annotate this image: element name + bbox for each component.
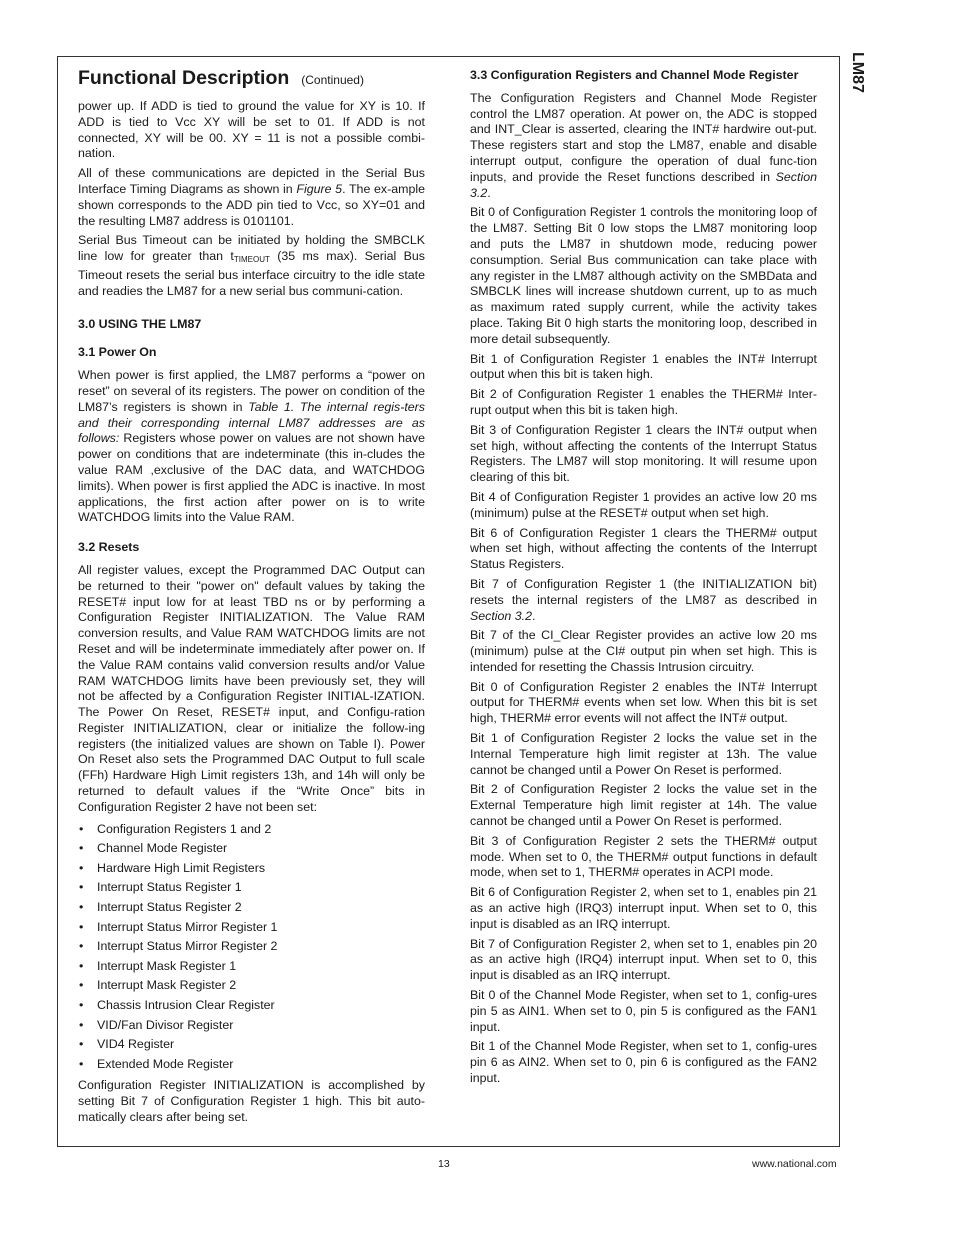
- list-item: • Channel Mode Register: [78, 839, 425, 859]
- right-column: [470, 68, 817, 1091]
- paragraph: All register values, except the Programmed DAC Output can be returned to their "power on" default values by taking the RESET# input low for at least TBD ns or by performing a Configuration Register INITIALIZATION. The Value RAM conversion results, and Value RAM WATCHDOG limits are not Reset and will be indeterminate immediately after power on. If the Value RAM contains valid conversion results and/or Value RAM WATCHDOG limits have been previously set, they will not be affected by a Configuration Register INITIAL-IZATION. The Power On Reset, RESET# input, and Configu-ration Register INITIALIZATION, clear or initialize the follow-ing registers (the initialized values are shown on Table I). Power On Reset also sets the Programmed DAC Output to full scale (FFh) Hardware High Limit registers 13h, and 14h will only be returned to default values if the “Write Once” bits in Configuration Register 2 have not been set:: [78, 562, 425, 814]
- text-span: Bit 7 of Configuration Register 1 (the INITIALIZATION bit) resets the internal registers of the LM87 as described in: [470, 576, 817, 607]
- paragraph: Bit 6 of Configuration Register 2, when set to 1, enables pin 21 as an active high (IRQ3) interrupt input. When set to 0, this input is disabled as an IRQ interrupt.: [470, 885, 817, 931]
- paragraph: Bit 3 of Configuration Register 1 clears the INT# output when set high, without affecting the contents of the Interrupt Status Registers. The LM87 will stop monitoring. It will resume upon clearing of this bit.: [470, 422, 817, 485]
- paragraph: Bit 6 of Configuration Register 1 clears the THERM# output when set high, without affecting the contents of the Interrupt Status Registers.: [470, 525, 817, 572]
- section-heading: 3.2 Resets: [78, 540, 140, 555]
- paragraph: Bit 7 of the CI_Clear Register provides an active low 20 ms (minimum) pulse at the CI# output pin when set high. This is intended for resetting the Chassis Intrusion circuitry.: [470, 628, 817, 674]
- paragraph: Bit 0 of Configuration Register 2 enables the INT# Interrupt output for THERM# events when set low. When this bit is set high, THERM# error events will not affect the INT# output.: [470, 679, 817, 726]
- text-span: . The ex-ample shown corresponds to the ADD pin tied to Vcc, so XY=01 and the resulting LM87 address is 0101101.: [78, 181, 425, 228]
- paragraph: Bit 0 of the Channel Mode Register, when set to 1, config-ures pin 5 as AIN1. When set to 0, pin 5 is configured as the FAN1 input.: [470, 988, 817, 1034]
- text-span: Serial Bus Timeout can be initiated by holding the SMBCLK line low for greater than t: [78, 233, 425, 264]
- list-item: • VID/Fan Divisor Register: [78, 1016, 425, 1036]
- list-item: • Extended Mode Register: [78, 1055, 425, 1075]
- paragraph: Bit 4 of Configuration Register 1 provides an active low 20 ms (minimum) pulse at the RESET# output when set high.: [470, 489, 817, 520]
- paragraph: Bit 1 of the Channel Mode Register, when set to 1, config-ures pin 6 as AIN2. When set to 0, pin 6 is configured as the FAN2 input.: [470, 1039, 817, 1086]
- left-column: [78, 66, 425, 1130]
- continued-label: (Continued): [301, 73, 364, 87]
- list-item: • VID4 Register: [78, 1035, 425, 1055]
- paragraph: Bit 0 of Configuration Register 1 controls the monitoring loop of the LM87. Setting Bit 0 low stops the LM87 monitoring loop and puts the LM87 in shutdown mode, reducing power consumption. Serial Bus communication can take place with any register in the LM87 although activity on the SMBData and SMBCLK lines will increase shutdown current, up to as much as maximum rated supply current, while the activity takes place. Taking Bit 0 high starts the monitoring loop, described in more detail subsequently.: [470, 205, 817, 346]
- text-span: .: [487, 185, 491, 200]
- paragraph: Bit 1 of Configuration Register 1 enables the INT# Interrupt output when this bit is taken high.: [470, 351, 817, 382]
- text-span: When power is first applied, the LM87 performs a “power on reset” on several of its registers. The power on condition of the LM87’s registers is shown in: [78, 368, 425, 414]
- text-span: Registers whose power on values are not shown have power on conditions that are indeterminate (this in-cludes the value RAM ,exclusive of the DAC data, and WATCHDOG limits). When power is first applied the ADC is inactive. In most applications, the first action after power on is to write WATCHDOG limits into the Value RAM.: [78, 431, 425, 525]
- paragraph: power up. If ADD is tied to ground the value for XY is 10. If ADD is tied to Vcc XY will be set to 01. If ADD is not connected, XY will be 00. XY = 11 is not a possible combi-nation.: [78, 99, 425, 161]
- section-heading: 3.0 USING THE LM87: [78, 316, 202, 331]
- page-title: [78, 66, 425, 92]
- register-list: [78, 820, 425, 1075]
- list-item: • Interrupt Status Mirror Register 1: [78, 918, 425, 938]
- section-ref: Section 3.2: [470, 608, 532, 623]
- website-link[interactable]: www.national.com: [752, 1158, 837, 1170]
- section-heading: 3.3 Configuration Registers and Channel Mode Register: [470, 68, 799, 82]
- text-span: The Configuration Registers and Channel Mode Register control the LM87 operation. At power on, the ADC is stopped and INT_Clear is asserted, clearing the INT# hardwire out-put. These registers start and stop the LM87, enable and disable interrupt output, configure the operation of dual func-tion inputs, and provide the Reset functions described in: [470, 90, 817, 184]
- side-tab: [848, 52, 868, 112]
- paragraph: [78, 368, 425, 526]
- list-item: • Interrupt Status Register 2: [78, 898, 425, 918]
- list-item: • Configuration Registers 1 and 2: [78, 820, 425, 840]
- list-item: • Interrupt Status Register 1: [78, 878, 425, 898]
- page-number: 13: [438, 1158, 450, 1170]
- side-tab-label: LM87: [849, 52, 866, 93]
- paragraph: [78, 233, 425, 299]
- text-span: .: [532, 608, 536, 623]
- paragraph: Bit 2 of Configuration Register 2 locks the value set in the External Temperature high limit register at 14h. The value cannot be changed until a Power On Reset is performed.: [470, 782, 817, 829]
- section-heading: 3.1 Power On: [78, 345, 157, 360]
- paragraph: Bit 3 of Configuration Register 2 sets the THERM# output mode. When set to 0, the THERM# output functions in default mode, when set to 1, THERM# operates in ACPI mode.: [470, 833, 817, 880]
- text-span: All of these communications are depicted in the Serial Bus Interface Timing Diagrams as shown in: [78, 166, 425, 196]
- paragraph: [470, 91, 817, 202]
- paragraph: Bit 7 of Configuration Register 2, when set to 1, enables pin 20 as an active high (IRQ4) interrupt input. When set to 0, this input is disabled as an IRQ interrupt.: [470, 936, 817, 983]
- list-item: • Hardware High Limit Registers: [78, 859, 425, 879]
- list-item: • Interrupt Mask Register 1: [78, 957, 425, 977]
- paragraph: [78, 166, 425, 229]
- italic-text: Table 1. The internal regis-ters and their corresponding internal LM87 addresses are as follows:: [78, 399, 426, 446]
- text-span: (35 ms max). Serial Bus Timeout resets the serial bus interface circuitry to the idle state and readies the LM87 for a new serial bus communi-cation.: [78, 249, 425, 298]
- paragraph: Bit 2 of Configuration Register 1 enables the THERM# Inter-rupt output when this bit is taken high.: [470, 387, 817, 417]
- list-item: • Chassis Intrusion Clear Register: [78, 996, 425, 1016]
- list-item: • Interrupt Mask Register 2: [78, 976, 425, 996]
- list-item: • Interrupt Status Mirror Register 2: [78, 937, 425, 957]
- paragraph: [470, 577, 817, 624]
- figure-ref: Figure 5: [296, 181, 343, 196]
- paragraph: Bit 1 of Configuration Register 2 locks the value set in the Internal Temperature high limit register at 13h. The value cannot be changed until a Power On Reset is performed.: [470, 731, 817, 777]
- paragraph: Configuration Register INITIALIZATION is accomplished by setting Bit 7 of Configuration Register 1 high. This bit auto-matically clears after being set.: [78, 1078, 425, 1124]
- page-title-text: Functional Description: [78, 67, 290, 89]
- section-ref: Section 3.2: [470, 169, 817, 200]
- subscript: TIMEOUT: [233, 255, 270, 265]
